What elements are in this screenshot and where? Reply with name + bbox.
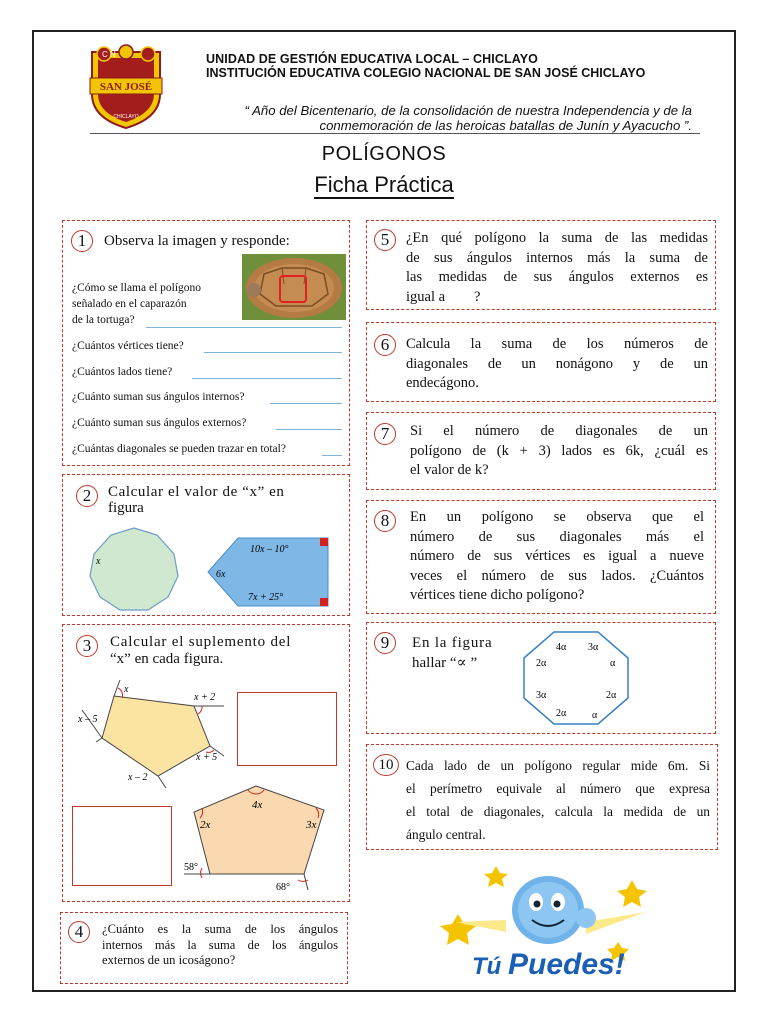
q8-line: número de sus diagonales más el [410,528,704,545]
q8-line: veces el número de sus lados. ¿Cuántos [410,567,704,584]
octagon-figure [520,628,632,728]
question-8-text [410,508,704,606]
mascot-text-2: Puedes! [508,948,625,981]
question-1-item: ¿Cuántos lados tiene? [72,366,173,378]
answer-line[interactable] [270,403,342,404]
question-1-item: ¿Cuánto suman sus ángulos externos? [72,417,247,429]
q5-line: las medidas de sus ángulos externos es [406,269,708,285]
fig1-label-d: x + 5 [196,752,218,763]
logo-main-text: SAN JOSÉ [99,81,153,93]
fig2-label-a: 4x [252,799,263,811]
header-line-2: INSTITUCIÓN EDUCATIVA COLEGIO NACIONAL DE SAN JOSÉ CHICLAYO [206,66,646,80]
q3-line: Calcular el suplemento del [110,634,292,650]
q10-line: el perímetro equivale al número que expresa [406,781,710,796]
pentagon-figure-2 [180,782,340,894]
question-2-number: 2 [76,485,98,507]
q8-line: En un polígono se observa que el [410,509,704,525]
q9-line: En la figura [412,635,493,651]
octagon-label: α [592,710,598,721]
fig1-label-e: x – 2 [128,772,148,783]
question-1-prompt [72,280,201,328]
q7-line: el valor de k? [410,462,489,478]
q10-line: ángulo central. [406,827,486,842]
subtitle-text: Ficha Práctica [314,172,454,197]
q5-line: de sus ángulos internos más la suma de [406,249,708,266]
q4-line: internos más la suma de los ángulos [102,937,338,952]
answer-line[interactable] [192,378,342,379]
question-3-text [110,634,291,668]
fig2-label-e: 68° [276,882,290,893]
octagon-label: 2α [606,690,617,701]
question-5-text [406,229,708,307]
fig1-label-c: x – 5 [78,714,98,725]
header-line-1: UNIDAD DE GESTIÓN EDUCATIVA LOCAL – CHICLAYO [206,52,538,66]
question-6-text [406,335,708,394]
octagon-label: α [610,658,616,669]
mascot-text-1: Tú [472,953,502,980]
q8-line: número de sus vértices es igual a nueve [410,548,704,564]
answer-line[interactable] [204,352,342,353]
question-4-number: 4 [68,921,90,943]
header-divider [90,133,700,134]
question-9-number: 9 [374,632,396,654]
blue-polygon-figure [206,536,330,608]
question-1-item: ¿Cuántas diagonales se pueden trazar en total? [72,443,286,455]
question-1-number: 1 [71,230,93,252]
q6-line: Calcula la suma de los números de [406,336,708,352]
question-4-text [102,922,338,969]
q6-line: diagonales de un nonágono y de un [406,355,708,372]
fig1-label-a: x [124,684,129,695]
octagon-label: 2α [536,658,547,669]
question-1-text: Observa la imagen y responde: [104,233,290,249]
prompt-line: ¿Cómo se llama el polígono [72,282,202,294]
question-7-number: 7 [374,423,396,445]
prompt-line: de la tortuga? [72,314,135,326]
page-subtitle [0,172,768,198]
label-bottom: 7x + 25° [248,592,284,603]
answer-line[interactable] [322,455,342,456]
turtle-image [242,254,346,320]
page-title: POLÍGONOS [321,143,447,165]
question-10-number: 10 [373,754,399,776]
question-2-text [108,484,285,516]
fig2-label-c: 3x [306,819,317,831]
quote-line-1: “ Año del Bicentenario, de la consolidación de nuestra Independencia y de la [244,103,692,118]
q8-line: vértices tiene dicho polígono? [410,587,585,603]
q6-line: endecágono. [406,375,479,391]
question-3-number: 3 [76,635,98,657]
pentagon-figure-1 [74,676,234,788]
q7-line: Si el número de diagonales de un [410,423,708,439]
fig2-label-d: 58° [184,862,198,873]
octagon-label: 2α [556,708,567,719]
q7-line: polígono de (k + 3) lados es 6k, ¿cuál es [410,442,708,459]
label-x: x [96,556,101,567]
question-6-number: 6 [374,334,396,356]
logo-top-text: C N [102,50,116,59]
q2-line: Calcular el valor de “x” en [108,484,285,500]
question-1-item: ¿Cuántos vértices tiene? [72,340,184,352]
header-quote [196,103,692,133]
decagon-figure [84,524,184,614]
question-7-text [410,422,708,481]
octagon-label: 3α [536,690,547,701]
answer-line[interactable] [276,429,342,430]
fig2-label-b: 2x [200,819,211,831]
question-1-item: ¿Cuánto suman sus ángulos internos? [72,391,245,403]
q9-line: hallar “∝ ” [412,654,478,671]
octagon-label: 3α [588,642,599,653]
q2-line: figura [108,500,144,516]
tu-puedes-mascot [436,862,654,986]
prompt-line: señalado en el caparazón [72,298,187,310]
octagon-label: 4α [556,642,567,653]
label-left: 6x [216,569,226,580]
q4-line: ¿Cuánto es la suma de los ángulos [102,922,338,936]
logo-bottom-text: CHICLAYO [113,114,139,120]
q4-line: externos de un icoságono? [102,953,236,967]
question-9-text [412,634,492,673]
answer-box-1[interactable] [237,692,337,766]
quote-line-2: conmemoración de las heroicas batallas de Junín y Ayacucho ”. [319,118,692,133]
q3-line: “x” en cada figura. [110,651,224,667]
answer-box-2[interactable] [72,806,172,886]
answer-line[interactable] [146,327,342,328]
q5-line: igual a ? [406,288,481,305]
q10-line: Cada lado de un polígono regular mide 6m. Si [406,758,710,773]
question-10-text [406,754,710,846]
label-top: 10x – 10° [250,544,289,555]
question-5-number: 5 [374,229,396,251]
fig1-label-b: x + 2 [194,692,216,703]
q10-line: el total de diagonales, calcula la medida de un [406,804,710,819]
school-logo [86,44,166,130]
question-8-number: 8 [374,510,396,532]
q5-line: ¿En qué polígono la suma de las medidas [406,230,708,246]
